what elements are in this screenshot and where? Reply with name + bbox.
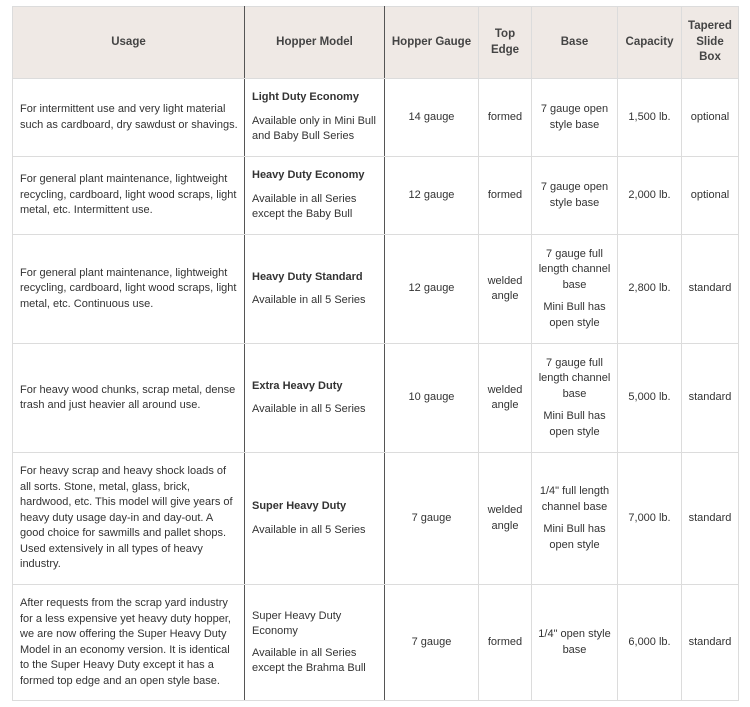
- usage-cell: For heavy scrap and heavy shock loads of all sorts. Stone, metal, glass, brick, hardwood, etc. This model will give years of heavy duty usage day-in and day-out. A good choice for sawmills and pallet shops. Used extensively in all types of heavy industry.: [13, 453, 245, 585]
- slide-box-cell: standard: [682, 344, 739, 453]
- model-availability: Available only in Mini Bull and Baby Bull Series: [252, 114, 376, 143]
- model-availability: Available in all 5 Series: [252, 294, 366, 306]
- gauge-cell: 12 gauge: [385, 235, 479, 344]
- base-cell: [532, 453, 618, 585]
- usage-cell: After requests from the scrap yard industry for a less expensive yet heavy duty hopper, we are now offering the Super Heavy Duty Model in an economy version. It is identical to the Super Heavy Duty except it has a formed top edge and an open style base.: [13, 585, 245, 701]
- base-text: 7 gauge full length channel base: [538, 356, 611, 400]
- model-availability: Available in all Series except the Baby Bull: [252, 192, 357, 221]
- model-cell: [245, 344, 385, 453]
- model-name: Heavy Duty Standard: [252, 270, 363, 283]
- usage-cell: For general plant maintenance, lightweight recycling, cardboard, light wood scraps, light metal, etc. Intermittent use.: [13, 157, 245, 235]
- base-text: 7 gauge full length channel base: [538, 247, 611, 291]
- slide-box-cell: optional: [682, 157, 739, 235]
- gauge-cell: 12 gauge: [385, 157, 479, 235]
- table-row: [13, 585, 739, 701]
- base-note: Mini Bull has open style: [543, 523, 606, 551]
- header-slide-line-2: Slide: [696, 35, 724, 48]
- hopper-specs-table: [12, 6, 739, 701]
- gauge-cell: 7 gauge: [385, 585, 479, 701]
- table-row: [13, 344, 739, 453]
- slide-box-cell: standard: [682, 235, 739, 344]
- model-availability: Available in all 5 Series: [252, 403, 366, 415]
- base-cell: [532, 157, 618, 235]
- capacity-cell: 2,000 lb.: [618, 157, 682, 235]
- capacity-cell: 6,000 lb.: [618, 585, 682, 701]
- model-availability: Available in all Series except the Brahma Bull: [252, 646, 366, 674]
- gauge-cell: 14 gauge: [385, 79, 479, 157]
- top-edge-cell: welded angle: [479, 235, 532, 344]
- top-edge-cell: formed: [479, 585, 532, 701]
- header-slide-line-3: Box: [699, 51, 721, 64]
- model-cell: [245, 453, 385, 585]
- header-top-edge-line-2: Edge: [490, 43, 520, 56]
- base-text: 1/4" full length channel base: [539, 485, 610, 513]
- model-cell: [245, 235, 385, 344]
- model-cell: [245, 79, 385, 157]
- model-name: Heavy Duty Economy: [252, 169, 365, 182]
- model-name: Super Heavy Duty Economy: [252, 609, 342, 637]
- base-note: Mini Bull has open style: [543, 301, 606, 329]
- capacity-cell: 7,000 lb.: [618, 453, 682, 585]
- top-edge-cell: welded angle: [479, 344, 532, 453]
- capacity-cell: 1,500 lb.: [618, 79, 682, 157]
- header-hopper-model: Hopper Model: [245, 7, 385, 79]
- base-cell: [532, 344, 618, 453]
- header-tapered-slide-box: [682, 7, 739, 79]
- usage-cell: For intermittent use and very light material such as cardboard, dry sawdust or shavings.: [13, 79, 245, 157]
- model-name: Super Heavy Duty: [252, 500, 347, 512]
- top-edge-cell: formed: [479, 79, 532, 157]
- top-edge-cell: welded angle: [479, 453, 532, 585]
- header-hopper-gauge: Hopper Gauge: [385, 7, 479, 79]
- model-cell: [245, 157, 385, 235]
- header-row: [13, 7, 739, 79]
- table-row: [13, 235, 739, 344]
- slide-box-cell: standard: [682, 585, 739, 701]
- usage-cell: For general plant maintenance, lightweight recycling, cardboard, light wood scraps, light metal, etc. Continuous use.: [13, 235, 245, 344]
- base-note: Mini Bull has open style: [543, 410, 606, 438]
- top-edge-cell: formed: [479, 157, 532, 235]
- model-name: Light Duty Economy: [252, 91, 359, 104]
- base-cell: [532, 585, 618, 701]
- table-row: [13, 79, 739, 157]
- usage-cell: For heavy wood chunks, scrap metal, dense trash and just heavier all around use.: [13, 344, 245, 453]
- capacity-cell: 2,800 lb.: [618, 235, 682, 344]
- model-cell: [245, 585, 385, 701]
- base-cell: [532, 79, 618, 157]
- header-slide-line-1: Tapered: [688, 20, 732, 33]
- header-usage: Usage: [13, 7, 245, 79]
- header-top-edge-line-1: Top: [494, 28, 516, 40]
- gauge-cell: 10 gauge: [385, 344, 479, 453]
- model-name: Extra Heavy Duty: [252, 379, 343, 392]
- base-cell: [532, 235, 618, 344]
- base-text: 7 gauge open style base: [540, 181, 609, 209]
- header-capacity: Capacity: [618, 7, 682, 79]
- header-base: Base: [532, 7, 618, 79]
- slide-box-cell: standard: [682, 453, 739, 585]
- slide-box-cell: optional: [682, 79, 739, 157]
- gauge-cell: 7 gauge: [385, 453, 479, 585]
- header-top-edge: [479, 7, 532, 79]
- model-availability: Available in all 5 Series: [252, 523, 366, 536]
- table-row: [13, 157, 739, 235]
- base-text: 7 gauge open style base: [540, 103, 609, 131]
- capacity-cell: 5,000 lb.: [618, 344, 682, 453]
- base-text: 1/4" open style base: [538, 628, 611, 656]
- table-row: [13, 453, 739, 585]
